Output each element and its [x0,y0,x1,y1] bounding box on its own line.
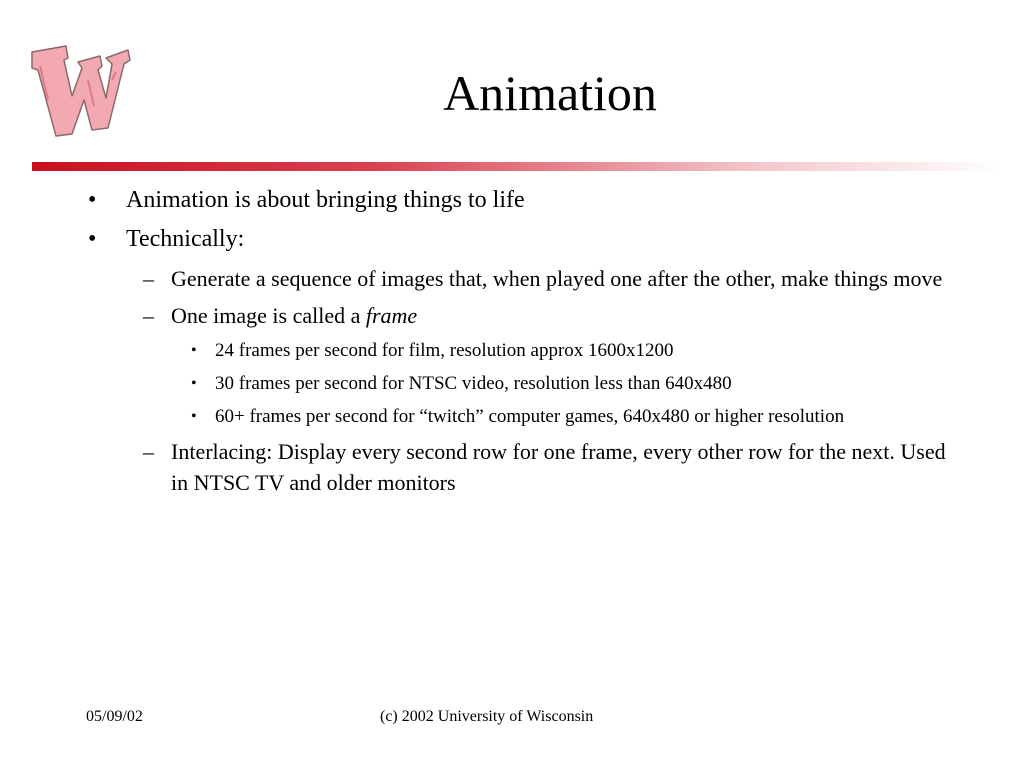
list-item [88,224,946,254]
bullet-mark: • [88,226,97,252]
list-item-text: Technically: [126,226,245,252]
footer-copyright: (c) 2002 University of Wisconsin [380,708,594,725]
sub-sub-list-item [191,403,895,430]
footer-date: 05/09/02 [86,708,143,725]
slide-content [0,185,1024,504]
dash-mark: – [143,303,154,328]
sub-sub-list-item [191,337,895,364]
dash-mark: – [143,439,154,464]
frame-term: frame [365,303,418,328]
sub-list-item-text: Generate a sequence of images that, when played one after the other, make things move [171,266,943,291]
sub-sub-list-item-text: 60+ frames per second for “twitch” computer games, 640x480 or higher resolution [215,406,845,427]
bullet-mark: • [191,342,197,359]
bullet-mark: • [191,375,197,392]
sub-list-item [143,436,946,498]
sub-list-item-text: One image is called a [171,303,366,328]
title-divider [32,162,1004,171]
slide-title: Animation [443,65,657,121]
sub-list-item [143,263,946,294]
sub-sub-list-item-text: 24 frames per second for film, resolution approx 1600x1200 [215,340,674,361]
sub-list-item [143,300,946,331]
sub-sub-list-item [191,370,895,397]
sub-list-item-text: Interlacing: Display every second row for one frame, every other row for the next. Used in NTSC TV and older monitors [171,439,946,495]
dash-mark: – [143,266,154,291]
bullet-mark: • [88,187,97,213]
sub-sub-list-item-text: 30 frames per second for NTSC video, resolution less than 640x480 [215,373,732,394]
bullet-mark: • [191,408,197,425]
list-item [88,185,946,215]
list-item-text: Animation is about bringing things to life [126,187,525,213]
university-w-logo-icon [28,40,132,140]
